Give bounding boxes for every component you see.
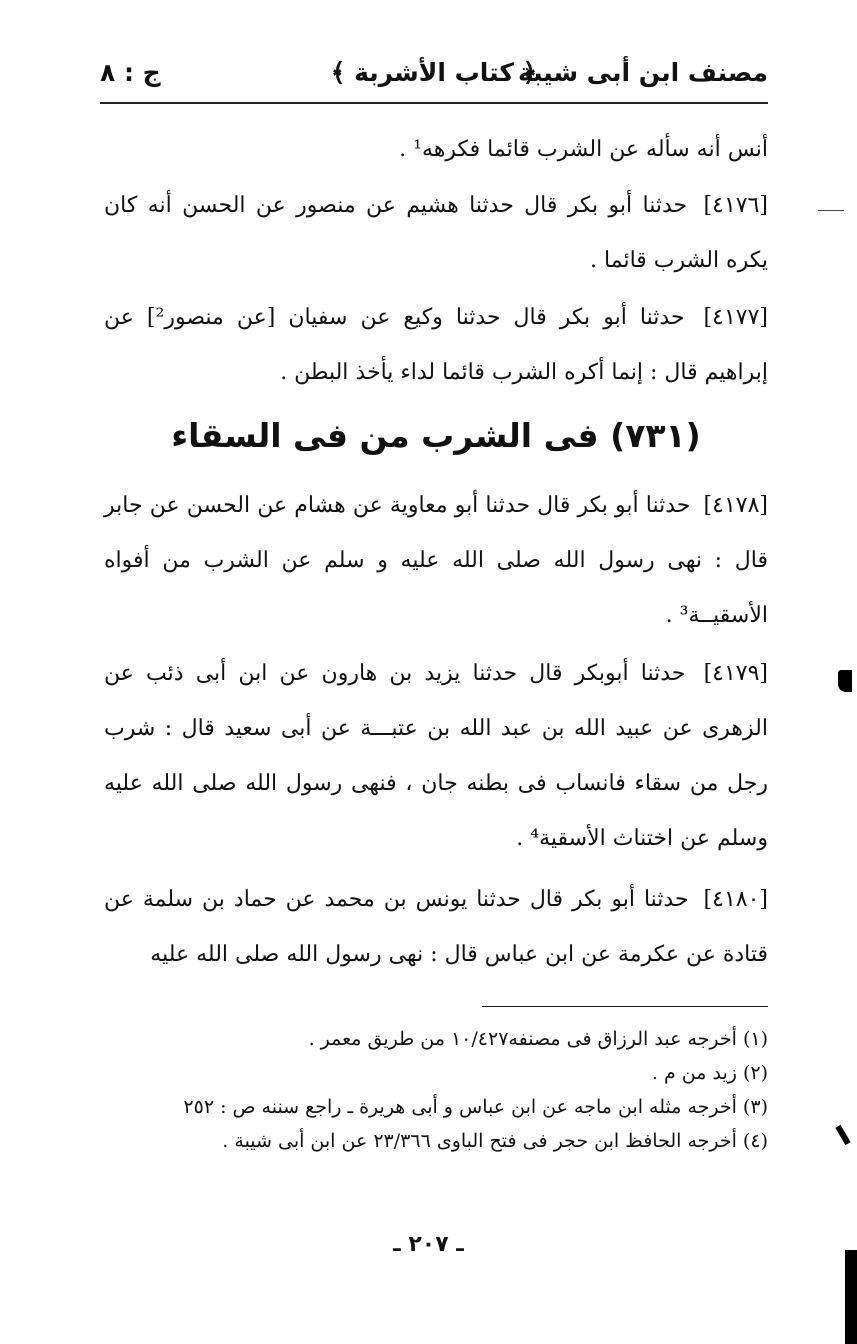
- header-divider: [100, 102, 768, 104]
- hadith-number: [٤١٧٨]: [703, 493, 768, 518]
- footnote-4: (٤) أخرجه الحافظ ابن حجر فى فتح الباوى ٢٣/٣٦٦ عن ابن أبى شيبة .: [222, 1130, 768, 1152]
- paragraph-continuation: [104, 122, 768, 177]
- hadith-text: حدثنا أبو بكر قال حدثنا وكيع عن سفيان [عن منصور²] عن إبراهيم قال : إنما أكره الشرب قائما لداء يأخذ البطن .: [104, 305, 768, 385]
- scan-mark-right: [838, 670, 852, 692]
- footnote-1: (١) أخرجه عبد الرزاق فى مصنفه١٠/٤٢٧ من طريق معمر .: [308, 1028, 768, 1050]
- footnotes: [104, 1022, 768, 1158]
- hadith-4179: [104, 646, 768, 866]
- hadith-number: [٤١٧٦]: [703, 193, 768, 218]
- scan-mark-lower: [835, 1125, 850, 1145]
- footnote-divider: [482, 1006, 768, 1007]
- hadith-text: حدثنا أبوبكر قال حدثنا يزيد بن هارون عن ابن أبى ذئب عن الزهرى عن عبيد الله بن عبد الله بن عتبـــة عن أبى سعيد قال : شرب رجل من سقاء فانساب فى بطنه جان ، فنهى رسول الله صلى الله عليه وسلم عن اختناث الأسقية⁴ .: [104, 661, 768, 851]
- hadith-number: [٤١٨٠]: [703, 887, 768, 912]
- scan-edge-right: [845, 1250, 857, 1344]
- hadith-4176: [104, 178, 768, 288]
- paragraph-text: أنس أنه سأله عن الشرب قائما فكرهه¹ .: [399, 137, 768, 162]
- chapter-title: ﴿ كتاب الأشربة ﴾: [330, 58, 538, 87]
- volume-number: ج : ٨: [100, 58, 161, 87]
- hadith-4178: [104, 478, 768, 643]
- hadith-number: [٤١٧٧]: [703, 305, 768, 330]
- footnote-3: (٣) أخرجه مثله ابن ماجه عن ابن عباس و أبى هريرة ـ راجع سننه ص : ٢٥٢: [183, 1096, 768, 1118]
- hadith-4180: [104, 872, 768, 982]
- hadith-number: [٤١٧٩]: [703, 661, 769, 686]
- section-heading: (٧٣١) فى الشرب من فى السقاء: [171, 416, 701, 455]
- page-number: ـ ٢٠٧ ـ: [393, 1232, 464, 1257]
- scan-mark-upper: [818, 210, 844, 211]
- hadith-text: حدثنا أبو بكر قال حدثنا هشيم عن منصور عن الحسن أنه كان يكره الشرب قائما .: [104, 193, 768, 273]
- hadith-text: حدثنا أبو بكر قال حدثنا يونس بن محمد عن حماد بن سلمة عن قتادة عن عكرمة عن ابن عباس قال : نهى رسول الله صلى الله عليه: [104, 887, 768, 967]
- book-title: مصنف ابن أبى شيبة: [517, 58, 768, 87]
- footnote-2: (٢) زيد من م .: [651, 1062, 768, 1084]
- hadith-text: حدثنا أبو بكر قال حدثنا أبو معاوية عن هشام عن الحسن عن جابر قال : نهى رسول الله صلى الله عليه و سلم عن الشرب من أفواه الأسقيــة³ .: [104, 493, 768, 628]
- running-header: [100, 52, 768, 102]
- hadith-4177: [104, 290, 768, 400]
